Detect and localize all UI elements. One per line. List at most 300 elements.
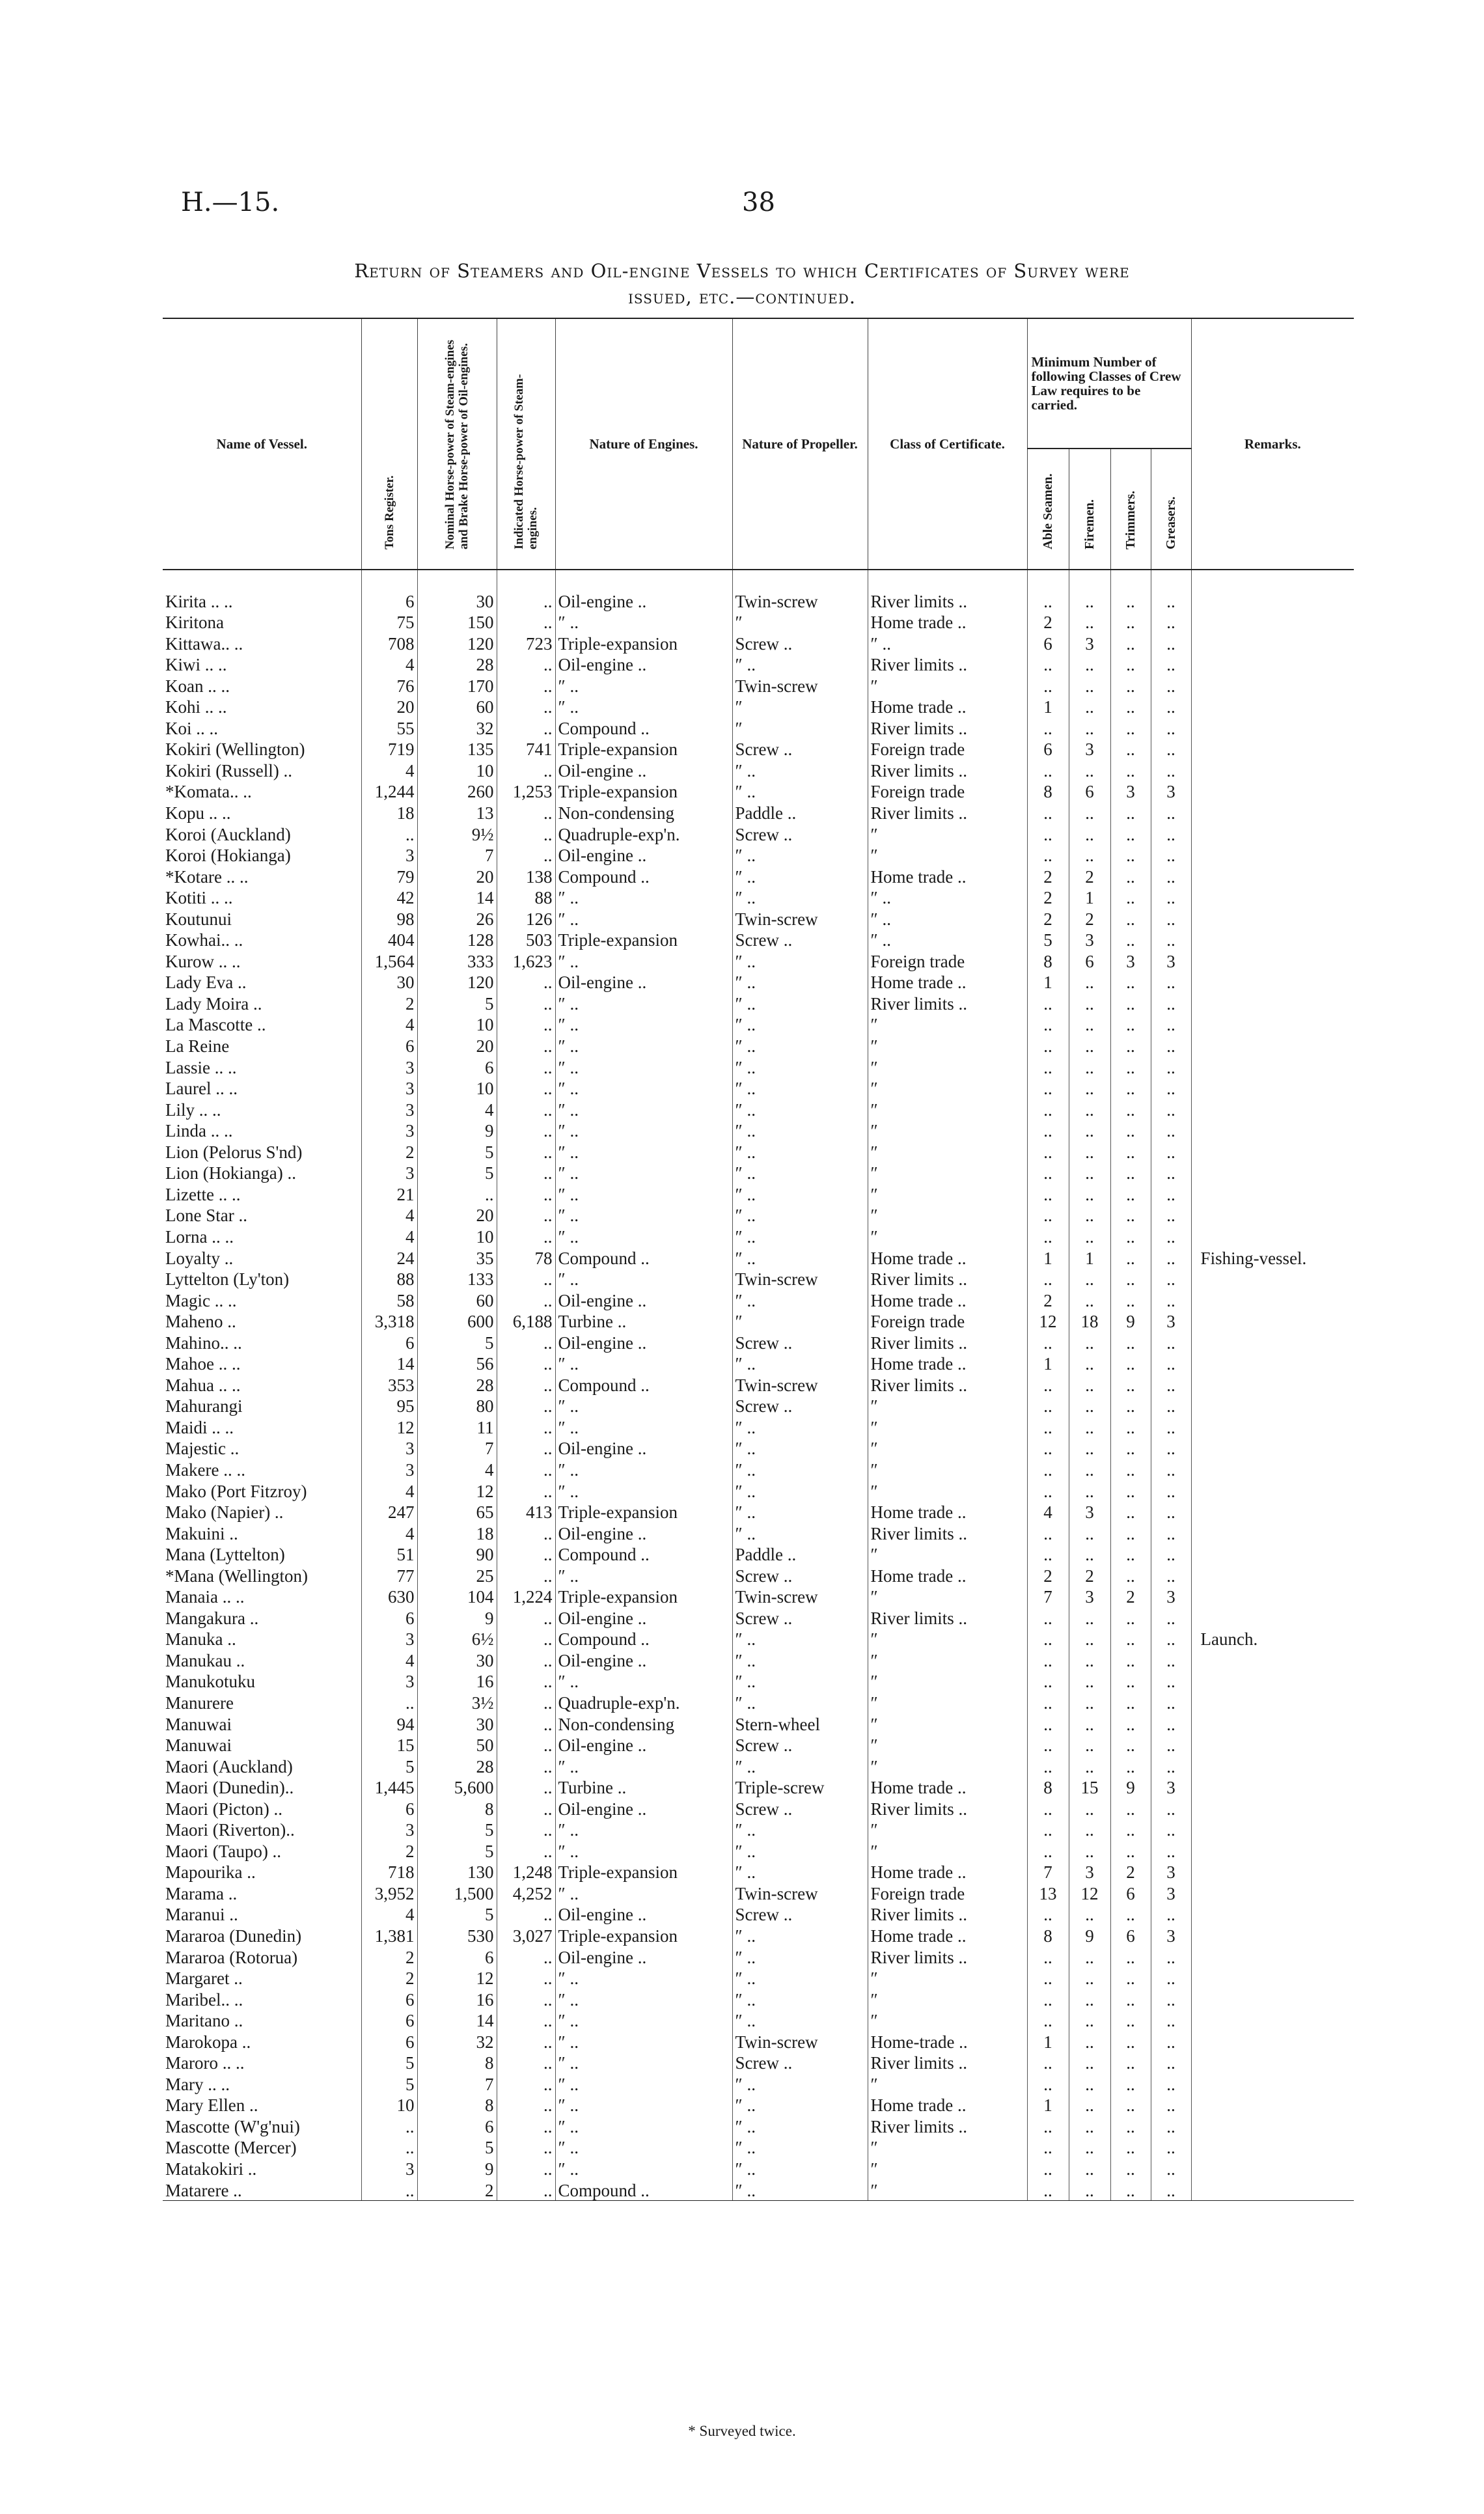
indicated-horse-power: .. <box>497 1543 555 1565</box>
tons-register: 88 <box>361 1268 417 1290</box>
remarks <box>1191 1034 1354 1056</box>
class-of-certificate: ″ <box>868 2157 1027 2179</box>
able-seamen: 1 <box>1027 971 1069 993</box>
indicated-horse-power: .. <box>497 1034 555 1056</box>
title-line-1: Return of Steamers and Oil-engine Vessels to which Certificates of Survey were <box>354 260 1130 282</box>
trimmers: .. <box>1110 907 1151 929</box>
nature-of-propeller: ″ .. <box>732 1416 868 1437</box>
table-row <box>163 1056 1354 1077</box>
remarks <box>1191 1204 1354 1226</box>
greasers: .. <box>1151 1353 1191 1374</box>
vessel-name: Makuini .. <box>165 1523 238 1543</box>
nominal-horse-power: 5 <box>417 1162 497 1183</box>
nature-of-engines: Turbine .. <box>555 1776 732 1798</box>
tons-register: 4 <box>361 654 417 675</box>
remarks <box>1191 1056 1354 1077</box>
able-seamen: .. <box>1027 1797 1069 1819</box>
tons-register: 3 <box>361 1670 417 1692</box>
table-row <box>163 717 1354 738</box>
indicated-horse-power: .. <box>497 2136 555 2158</box>
nature-of-engines: ″ .. <box>555 1967 732 1989</box>
greasers: .. <box>1151 1437 1191 1459</box>
remarks <box>1191 844 1354 866</box>
class-of-certificate: ″ <box>868 1543 1027 1565</box>
tons-register: 708 <box>361 632 417 654</box>
vessel-name: Maheno .. <box>165 1312 236 1332</box>
trimmers: 9 <box>1110 1776 1151 1798</box>
greasers: .. <box>1151 759 1191 780</box>
vessel-name: Laurel .. .. <box>165 1079 238 1099</box>
class-of-certificate: Foreign trade <box>868 950 1027 971</box>
table-row <box>163 1183 1354 1204</box>
nature-of-engines: ″ .. <box>555 1480 732 1501</box>
nominal-horse-power: 16 <box>417 1670 497 1692</box>
trimmers: .. <box>1110 1734 1151 1756</box>
firemen: 3 <box>1069 632 1110 654</box>
tons-register: 15 <box>361 1734 417 1756</box>
vessel-name: Kiwi .. .. <box>165 655 227 675</box>
trimmers: 6 <box>1110 1924 1151 1946</box>
vessel-name: Mararoa (Rotorua) <box>165 1947 298 1967</box>
nature-of-propeller: Twin-screw <box>732 1268 868 1290</box>
remarks <box>1191 2010 1354 2031</box>
footnote: * Surveyed twice. <box>688 2423 796 2439</box>
nature-of-propeller: ″ .. <box>732 1225 868 1247</box>
indicated-horse-power: .. <box>497 1797 555 1819</box>
vessel-name: Matakokiri .. <box>165 2159 257 2179</box>
vessel-name: Mascotte (W'g'nui) <box>165 2116 300 2136</box>
remarks <box>1191 1310 1354 1332</box>
indicated-horse-power: .. <box>497 1458 555 1480</box>
class-of-certificate: River limits .. <box>868 1946 1027 1967</box>
class-of-certificate: ″ <box>868 1098 1027 1120</box>
vessel-name: Maidi .. .. <box>165 1417 234 1437</box>
nominal-horse-power: 30 <box>417 570 497 611</box>
nature-of-propeller: ″ .. <box>732 1819 868 1840</box>
nature-of-propeller: ″ .. <box>732 1162 868 1183</box>
firemen: .. <box>1069 971 1110 993</box>
trimmers: .. <box>1110 2179 1151 2200</box>
firemen: 12 <box>1069 1882 1110 1903</box>
table-row <box>163 2136 1354 2158</box>
firemen: .. <box>1069 1289 1110 1310</box>
class-of-certificate: Foreign trade <box>868 1310 1027 1332</box>
nature-of-propeller: ″ .. <box>732 1628 868 1650</box>
remarks <box>1191 738 1354 760</box>
remarks <box>1191 654 1354 675</box>
vessel-name: Loyalty .. <box>165 1248 234 1268</box>
greasers: .. <box>1151 1797 1191 1819</box>
nature-of-propeller: Stern-wheel <box>732 1713 868 1734</box>
nature-of-propeller: ″ .. <box>732 2073 868 2094</box>
greasers: .. <box>1151 971 1191 993</box>
vessel-name: Mahoe .. .. <box>165 1354 241 1374</box>
greasers: .. <box>1151 2010 1191 2031</box>
firemen: .. <box>1069 674 1110 696</box>
indicated-horse-power: .. <box>497 2157 555 2179</box>
vessel-name: Lyttelton (Ly'ton) <box>165 1269 290 1290</box>
vessel-name: Matarere .. <box>163 2179 361 2200</box>
remarks <box>1191 1225 1354 1247</box>
firemen: .. <box>1069 1797 1110 1819</box>
indicated-horse-power: .. <box>497 2115 555 2136</box>
able-seamen: 1 <box>1027 696 1069 717</box>
indicated-horse-power: .. <box>497 2010 555 2031</box>
able-seamen: 8 <box>1027 950 1069 971</box>
vessel-name: La Mascotte .. <box>165 1015 266 1035</box>
trimmers: .. <box>1110 1056 1151 1077</box>
tons-register: 5 <box>361 2073 417 2094</box>
table-row <box>163 1797 1354 1819</box>
table-row <box>163 1903 1354 1925</box>
class-of-certificate: ″ <box>868 1840 1027 1861</box>
nature-of-engines: ″ .. <box>555 1564 732 1586</box>
vessel-name: Majestic .. <box>165 1439 240 1459</box>
trimmers: .. <box>1110 2136 1151 2158</box>
able-seamen: .. <box>1027 992 1069 1014</box>
nature-of-engines: Oil-engine .. <box>555 1946 732 1967</box>
table-row <box>163 1225 1354 1247</box>
nature-of-propeller: Twin-screw <box>732 1586 868 1607</box>
class-of-certificate: ″ <box>868 1204 1027 1226</box>
vessel-name: Koan .. .. <box>165 676 230 696</box>
tons-register: 6 <box>361 1331 417 1353</box>
tons-register: 42 <box>361 887 417 908</box>
vessel-name: Manaia .. .. <box>165 1587 245 1607</box>
tons-register: 58 <box>361 1289 417 1310</box>
indicated-horse-power: .. <box>497 1670 555 1692</box>
tons-register: 719 <box>361 738 417 760</box>
nature-of-engines: Oil-engine .. <box>555 844 732 866</box>
nominal-horse-power: 8 <box>417 1797 497 1819</box>
firemen: 1 <box>1069 1247 1110 1268</box>
remarks <box>1191 1607 1354 1628</box>
trimmers: .. <box>1110 1247 1151 1268</box>
nature-of-propeller: Screw .. <box>732 1797 868 1819</box>
class-of-certificate: ″ .. <box>868 632 1027 654</box>
table-row <box>163 1098 1354 1120</box>
indicated-horse-power: .. <box>497 1903 555 1925</box>
vessel-name: Kotiti .. .. <box>165 888 233 908</box>
able-seamen: .. <box>1027 844 1069 866</box>
greasers: .. <box>1151 1755 1191 1776</box>
indicated-horse-power: .. <box>497 1225 555 1247</box>
nature-of-engines: Oil-engine .. <box>555 1734 732 1756</box>
firemen: 3 <box>1069 1586 1110 1607</box>
remarks <box>1191 2179 1354 2200</box>
tons-register: 2 <box>361 1967 417 1989</box>
able-seamen: .. <box>1027 1056 1069 1077</box>
indicated-horse-power: .. <box>497 1056 555 1077</box>
able-seamen: 8 <box>1027 1924 1069 1946</box>
nature-of-propeller: ″ .. <box>732 844 868 866</box>
able-seamen: 1 <box>1027 1247 1069 1268</box>
firemen: .. <box>1069 1034 1110 1056</box>
nature-of-engines: ″ .. <box>555 950 732 971</box>
page-number: 38 <box>742 187 775 217</box>
class-of-certificate: River limits .. <box>868 2052 1027 2073</box>
tons-register: 2 <box>361 1840 417 1861</box>
nature-of-propeller: ″ .. <box>732 865 868 887</box>
class-of-certificate: ″ <box>868 2010 1027 2031</box>
able-seamen: .. <box>1027 570 1069 611</box>
indicated-horse-power: .. <box>497 1607 555 1628</box>
firemen: .. <box>1069 1543 1110 1565</box>
tons-register: 24 <box>361 1247 417 1268</box>
indicated-horse-power: .. <box>497 992 555 1014</box>
greasers: .. <box>1151 738 1191 760</box>
class-of-certificate: ″ <box>868 1670 1027 1692</box>
nature-of-propeller: Paddle .. <box>732 1543 868 1565</box>
nominal-horse-power: 5 <box>417 1840 497 1861</box>
indicated-horse-power: .. <box>497 1840 555 1861</box>
able-seamen: .. <box>1027 1268 1069 1290</box>
class-of-certificate: ″ <box>868 1755 1027 1776</box>
trimmers: .. <box>1110 1437 1151 1459</box>
greasers: .. <box>1151 1458 1191 1480</box>
firemen: .. <box>1069 1225 1110 1247</box>
firemen: .. <box>1069 1480 1110 1501</box>
indicated-horse-power: 4,252 <box>497 1882 555 1903</box>
nature-of-propeller: Screw .. <box>732 738 868 760</box>
tons-register: 2 <box>361 1946 417 1967</box>
nature-of-engines: ″ .. <box>555 887 732 908</box>
firemen: .. <box>1069 1713 1110 1734</box>
greasers: .. <box>1151 1077 1191 1099</box>
remarks <box>1191 1967 1354 1989</box>
tons-register: 10 <box>361 2094 417 2116</box>
table-row <box>163 1819 1354 1840</box>
indicated-horse-power: .. <box>497 717 555 738</box>
vessel-name: Lizette .. .. <box>165 1184 241 1204</box>
vessel-name: Kopu .. .. <box>165 803 231 823</box>
tons-register: 3 <box>361 1437 417 1459</box>
tons-register: 718 <box>361 1861 417 1883</box>
tons-register: 247 <box>361 1501 417 1523</box>
able-seamen: .. <box>1027 823 1069 844</box>
nominal-horse-power: .. <box>417 1183 497 1204</box>
nature-of-propeller: ″ .. <box>732 2094 868 2116</box>
nature-of-propeller: Screw .. <box>732 1734 868 1756</box>
firemen: .. <box>1069 1988 1110 2010</box>
vessel-name: Manukotuku <box>165 1672 255 1692</box>
trimmers: .. <box>1110 1353 1151 1374</box>
tons-register: 6 <box>361 1988 417 2010</box>
nature-of-engines: ″ .. <box>555 1755 732 1776</box>
nature-of-engines: Compound .. <box>555 865 732 887</box>
vessel-return-table <box>163 318 1354 2201</box>
firemen: .. <box>1069 2115 1110 2136</box>
tons-register: 1,564 <box>361 950 417 971</box>
nature-of-engines: Triple-expansion <box>555 929 732 950</box>
nature-of-engines: Turbine .. <box>555 1310 732 1332</box>
remarks <box>1191 1458 1354 1480</box>
remarks <box>1191 1755 1354 1776</box>
tons-register: 18 <box>361 801 417 823</box>
indicated-horse-power: .. <box>497 1331 555 1353</box>
vessel-name: Lone Star .. <box>165 1206 247 1226</box>
indicated-horse-power: .. <box>497 1564 555 1586</box>
greasers: .. <box>1151 570 1191 611</box>
tons-register: 353 <box>361 1374 417 1395</box>
class-of-certificate: ″ <box>868 1225 1027 1247</box>
table-row <box>163 971 1354 993</box>
greasers: .. <box>1151 1268 1191 1290</box>
able-seamen: .. <box>1027 1140 1069 1162</box>
vessel-name: Mahino.. .. <box>165 1333 242 1353</box>
table-row <box>163 1755 1354 1776</box>
nature-of-propeller: ″ .. <box>732 1755 868 1776</box>
tons-register: 79 <box>361 865 417 887</box>
class-of-certificate: ″ <box>868 1691 1027 1713</box>
firemen: .. <box>1069 611 1110 633</box>
remarks <box>1191 1120 1354 1141</box>
nature-of-propeller: ″ <box>732 696 868 717</box>
trimmers: .. <box>1110 674 1151 696</box>
nature-of-engines: ″ .. <box>555 1819 732 1840</box>
class-of-certificate: ″ <box>868 1437 1027 1459</box>
firemen: .. <box>1069 1522 1110 1543</box>
nature-of-engines: Oil-engine .. <box>555 1797 732 1819</box>
table-row <box>163 1437 1354 1459</box>
nominal-horse-power: 10 <box>417 1225 497 1247</box>
nature-of-engines: ″ .. <box>555 696 732 717</box>
nature-of-engines: Oil-engine .. <box>555 759 732 780</box>
nominal-horse-power: 13 <box>417 801 497 823</box>
class-of-certificate: ″ .. <box>868 929 1027 950</box>
vessel-name: Lorna .. .. <box>165 1226 234 1247</box>
firemen: 3 <box>1069 1501 1110 1523</box>
able-seamen: 8 <box>1027 1776 1069 1798</box>
tons-register: 3,318 <box>361 1310 417 1332</box>
tons-register: 3 <box>361 1120 417 1141</box>
nature-of-propeller: ″ <box>732 611 868 633</box>
remarks <box>1191 1670 1354 1692</box>
greasers: .. <box>1151 1162 1191 1183</box>
firemen: .. <box>1069 1077 1110 1099</box>
indicated-horse-power: 723 <box>497 632 555 654</box>
tons-register: 95 <box>361 1395 417 1416</box>
remarks <box>1191 1819 1354 1840</box>
class-of-certificate: River limits .. <box>868 1607 1027 1628</box>
nature-of-propeller: Screw .. <box>732 1331 868 1353</box>
greasers: .. <box>1151 1903 1191 1925</box>
nominal-horse-power: 9 <box>417 2157 497 2179</box>
nominal-horse-power: 12 <box>417 1480 497 1501</box>
trimmers: .. <box>1110 2094 1151 2116</box>
nature-of-propeller: ″ .. <box>732 1034 868 1056</box>
trimmers: .. <box>1110 1819 1151 1840</box>
trimmers: 3 <box>1110 950 1151 971</box>
remarks <box>1191 1946 1354 1967</box>
firemen: .. <box>1069 1607 1110 1628</box>
greasers: 3 <box>1151 1586 1191 1607</box>
indicated-horse-power: .. <box>497 1289 555 1310</box>
nominal-horse-power: 20 <box>417 1034 497 1056</box>
indicated-horse-power: .. <box>497 971 555 993</box>
class-of-certificate: Home trade .. <box>868 611 1027 633</box>
able-seamen: .. <box>1027 1713 1069 1734</box>
table-row <box>163 1649 1354 1670</box>
able-seamen: .. <box>1027 2136 1069 2158</box>
nature-of-engines: Oil-engine .. <box>555 1607 732 1628</box>
vessel-name: Kirita .. .. <box>165 591 233 611</box>
vessel-name: Maori (Riverton).. <box>165 1820 295 1840</box>
class-of-certificate: Home trade .. <box>868 1776 1027 1798</box>
table-row <box>163 1564 1354 1586</box>
nominal-horse-power: 65 <box>417 1501 497 1523</box>
trimmers: .. <box>1110 1755 1151 1776</box>
remarks <box>1191 2094 1354 2116</box>
class-of-certificate: ″ <box>868 1967 1027 1989</box>
table-row <box>163 1120 1354 1141</box>
able-seamen: 6 <box>1027 632 1069 654</box>
firemen: .. <box>1069 1204 1110 1226</box>
nominal-horse-power: 28 <box>417 1755 497 1776</box>
firemen: .. <box>1069 1840 1110 1861</box>
class-of-certificate: ″ <box>868 1628 1027 1650</box>
nominal-horse-power: 104 <box>417 1586 497 1607</box>
trimmers: .. <box>1110 696 1151 717</box>
class-of-certificate: ″ <box>868 1056 1027 1077</box>
greasers: .. <box>1151 844 1191 866</box>
remarks <box>1191 1140 1354 1162</box>
able-seamen: 1 <box>1027 2030 1069 2052</box>
greasers: .. <box>1151 654 1191 675</box>
trimmers: .. <box>1110 1225 1151 1247</box>
vessel-name: Manuwai <box>165 1735 232 1756</box>
tons-register: 6 <box>361 2030 417 2052</box>
table-row <box>163 1480 1354 1501</box>
able-seamen: .. <box>1027 1183 1069 1204</box>
indicated-horse-power: .. <box>497 1374 555 1395</box>
table-row <box>163 1967 1354 1989</box>
indicated-horse-power: .. <box>497 1480 555 1501</box>
table-row <box>163 1586 1354 1607</box>
firemen: .. <box>1069 2052 1110 2073</box>
table-row <box>163 950 1354 971</box>
nature-of-engines: Oil-engine .. <box>555 654 732 675</box>
nature-of-propeller: ″ .. <box>732 2136 868 2158</box>
table-row <box>163 1014 1354 1035</box>
trimmers: .. <box>1110 1988 1151 2010</box>
nature-of-engines: Non-condensing <box>555 801 732 823</box>
nature-of-engines: ″ .. <box>555 611 732 633</box>
vessel-name: Koroi (Auckland) <box>165 824 291 844</box>
greasers: .. <box>1151 1183 1191 1204</box>
able-seamen: .. <box>1027 1416 1069 1437</box>
trimmers: .. <box>1110 1946 1151 1967</box>
nominal-horse-power: 9 <box>417 1607 497 1628</box>
trimmers: .. <box>1110 1522 1151 1543</box>
greasers: .. <box>1151 992 1191 1014</box>
trimmers: .. <box>1110 611 1151 633</box>
firemen: .. <box>1069 654 1110 675</box>
indicated-horse-power: .. <box>497 1162 555 1183</box>
able-seamen: .. <box>1027 1607 1069 1628</box>
class-of-certificate: ″ <box>868 1120 1027 1141</box>
firemen: .. <box>1069 1331 1110 1353</box>
col-header-certificate: Class of Certificate. <box>868 318 1027 570</box>
table-row <box>163 1713 1354 1734</box>
tons-register: 3 <box>361 1056 417 1077</box>
col-header-firemen: Firemen. <box>1069 449 1110 570</box>
table-row <box>163 1416 1354 1437</box>
vessel-name: *Kotare .. .. <box>165 866 249 887</box>
firemen: .. <box>1069 2073 1110 2094</box>
remarks <box>1191 1374 1354 1395</box>
vessel-name: Koutunui <box>165 909 232 929</box>
